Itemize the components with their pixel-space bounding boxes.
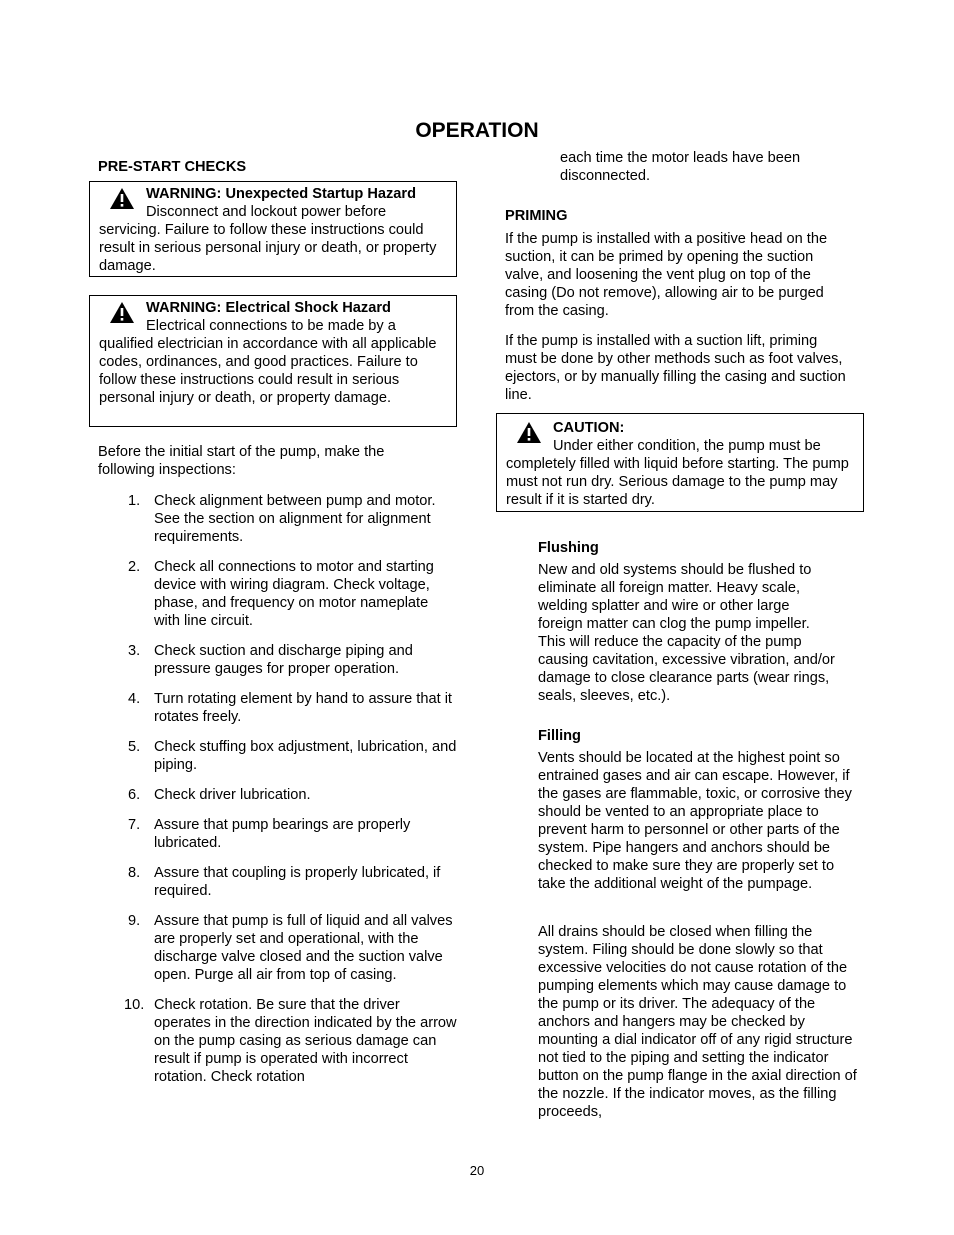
- list-number: 7.: [128, 817, 141, 833]
- list-number: 5.: [128, 739, 141, 755]
- prestart-checks-heading: PRE-START CHECKS: [98, 159, 247, 175]
- caution-heading: CAUTION:: [553, 420, 625, 436]
- warning-heading: WARNING: Unexpected Startup Hazard: [146, 186, 417, 202]
- filling-paragraph-1: Vents should be located at the highest point so entrained gases and air can escape. However, if the gases are flammable, toxic, or corrosive they should be vented to an appropriate place to prevent harm to personnel or other parts of the system. Pipe hangers and anchors should be checked to make sure they are properly set to take the additional weight of the pumpage.: [538, 750, 852, 892]
- list-number: 3.: [128, 643, 141, 659]
- warning-text: servicing. Failure to follow these instructions could result in serious personal injury or death, or property damage.: [99, 222, 437, 274]
- list-item: [128, 558, 458, 630]
- warning-text-line: Electrical connections to be made by a: [146, 318, 396, 334]
- continued-text: each time the motor leads have been disconnected.: [560, 150, 801, 184]
- prestart-check-list: [124, 492, 458, 1098]
- caution-box: [496, 413, 864, 512]
- list-number: 8.: [128, 865, 141, 881]
- list-number: 6.: [128, 787, 141, 803]
- warning-box-startup: [89, 181, 457, 277]
- list-text: Check suction and discharge piping and pressure gauges for proper operation.: [154, 643, 413, 677]
- filling-heading: Filling: [538, 728, 581, 744]
- list-item: [128, 912, 458, 984]
- list-text: Assure that pump is full of liquid and all valves are properly set and operational, with the discharge valve closed and the suction valve open. Purge all air from top of casing.: [154, 913, 453, 983]
- list-number: 9.: [128, 913, 141, 929]
- list-text: Check alignment between pump and motor. See the section on alignment for alignment requirements.: [154, 493, 436, 545]
- list-item: [128, 492, 458, 546]
- list-text: Check stuffing box adjustment, lubrication, and piping.: [154, 739, 457, 773]
- filling-paragraph-2: All drains should be closed when filling the system. Filing should be done slowly so that excessive velocities do not cause rotation of the pumping elements which may cause damage to the pump or its driver. The adequacy of the anchors and hangers may be checked by mounting a dial indicator off of any rigid structure not tied to the piping and setting the indicator button on the pump flange in the axial direction of the nozzle. If the indicator moves, as the filling proceeds,: [538, 924, 857, 1120]
- list-item: [128, 642, 458, 678]
- list-number: 10.: [124, 997, 145, 1013]
- page-title: OPERATION: [415, 119, 539, 142]
- warning-text: qualified electrician in accordance with all applicable codes, ordinances, and good practices. Failure to follow these instructions could result in serious personal injury or death, or property damage.: [99, 336, 437, 406]
- list-text: Check driver lubrication.: [154, 787, 311, 803]
- flushing-heading: Flushing: [538, 540, 599, 556]
- caution-text-line: Under either condition, the pump must be: [553, 438, 821, 454]
- list-item: [128, 864, 458, 900]
- warning-text-line: Disconnect and lockout power before: [146, 204, 387, 220]
- priming-paragraph-2: If the pump is installed with a suction lift, priming must be done by other methods such as foot valves, ejectors, or by manually filling the casing and suction line.: [505, 333, 846, 403]
- caution-text: completely filled with liquid before starting. The pump must not run dry. Serious damage to the pump may result if it is started dry.: [506, 456, 849, 508]
- page-number: 20: [469, 1163, 485, 1178]
- list-text: Assure that coupling is properly lubricated, if required.: [154, 865, 441, 899]
- list-item: [124, 996, 458, 1086]
- warning-box-electrical: [89, 295, 457, 427]
- warning-triangle-icon: [109, 187, 135, 210]
- list-text: Turn rotating element by hand to assure that it rotates freely.: [154, 691, 452, 725]
- warning-triangle-icon: [516, 421, 542, 444]
- list-text: Assure that pump bearings are properly lubricated.: [154, 817, 411, 851]
- list-number: 2.: [128, 559, 141, 575]
- warning-triangle-icon: [109, 301, 135, 324]
- list-item: [128, 786, 458, 804]
- list-item: [128, 816, 458, 852]
- list-text: Check all connections to motor and starting device with wiring diagram. Check voltage, phase, and frequency on motor nameplate with line circuit.: [154, 559, 434, 629]
- warning-heading: WARNING: Electrical Shock Hazard: [146, 300, 391, 316]
- list-number: 1.: [128, 493, 141, 509]
- flushing-paragraph: New and old systems should be flushed to eliminate all foreign matter. Heavy scale, welding splatter and wire or other large foreign matter can clog the pump impeller. This will reduce the capacity of the pump causing cavitation, excessive vibration, and/or damage to close clearance parts (wear rings, seals, sleeves, etc.).: [538, 562, 835, 704]
- priming-heading: PRIMING: [505, 208, 568, 224]
- list-item: [128, 690, 458, 726]
- list-item: [128, 738, 458, 774]
- list-number: 4.: [128, 691, 141, 707]
- list-text: Check rotation. Be sure that the driver operates in the direction indicated by the arrow on the pump casing as serious damage can result if pump is operated with incorrect rotation. Check rotation: [154, 997, 457, 1085]
- priming-paragraph-1: If the pump is installed with a positive head on the suction, it can be primed by opening the suction valve, and loosening the vent plug on top of the casing (Do not remove), allowing air to be purged from the casing.: [505, 231, 828, 319]
- inspection-intro: Before the initial start of the pump, make the following inspections:: [98, 444, 385, 478]
